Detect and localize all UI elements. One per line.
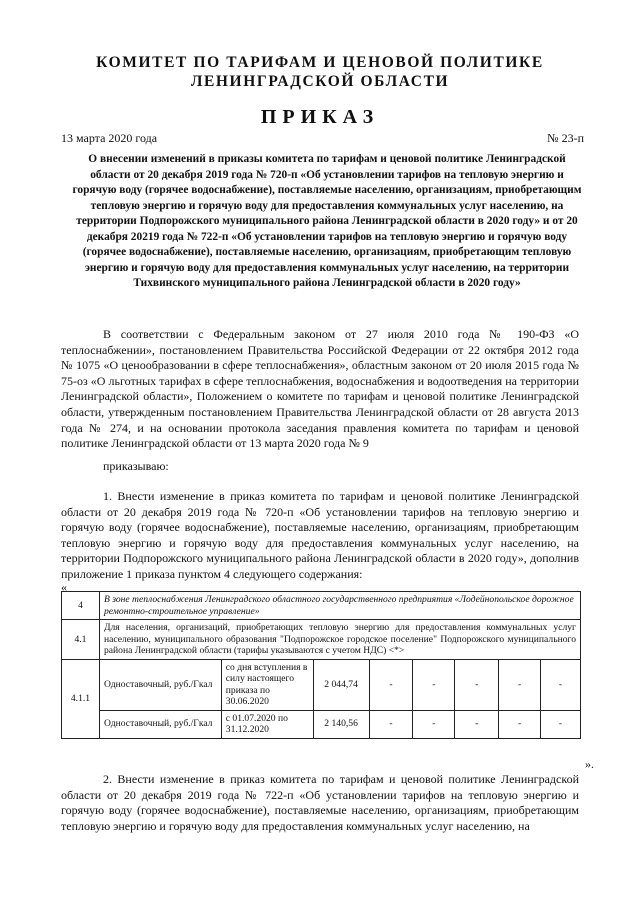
table-row xyxy=(62,710,581,738)
tariff-type: Одноставочный, руб./Гкал xyxy=(99,659,221,710)
empty-cell-dash: - xyxy=(541,659,581,710)
quote-close-mark: ». xyxy=(585,757,594,771)
tariff-period: со дня вступления в силу настоящего приказа по 30.06.2020 xyxy=(221,659,313,710)
tariff-table xyxy=(61,591,581,739)
tariff-type: Одноставочный, руб./Гкал xyxy=(99,710,221,738)
committee-name-line2: ЛЕНИНГРАДСКОЙ ОБЛАСТИ xyxy=(190,73,450,90)
quote-open-mark: « xyxy=(61,580,67,594)
empty-cell-dash: - xyxy=(499,710,541,738)
row-number: 4.1 xyxy=(62,620,100,660)
empty-cell-dash: - xyxy=(413,659,455,710)
zone-description: В зоне теплоснабжения Ленинградского областного государственного предприятия «Лодейнопольское дорожное ремонтно-строительное управление» xyxy=(99,592,580,620)
committee-name-line1: КОМИТЕТ ПО ТАРИФАМ И ЦЕНОВОЙ ПОЛИТИКЕ xyxy=(96,54,544,71)
committee-header xyxy=(0,53,640,91)
empty-cell-dash: - xyxy=(499,659,541,710)
table-row xyxy=(62,592,581,620)
empty-cell-dash: - xyxy=(455,710,499,738)
empty-cell-dash: - xyxy=(369,659,413,710)
empty-cell-dash: - xyxy=(369,710,413,738)
document-date: 13 марта 2020 года xyxy=(61,131,158,145)
decree-word: приказываю: xyxy=(103,459,169,473)
clause-1-paragraph: 1. Внести изменение в приказ комитета по тарифам и ценовой политике Ленинградской области от 20 декабря 2019 года № 720-п «Об установлении тарифов на тепловую энергию и горячую воду (горячее водоснабжение), поставляемые населению, организациям, приобретающим тепловую энергию и горячую воду для предоставления коммунальных услуг населению, на территории Подпорожского муниципального района Ленинградской области в 2020 году», дополнив приложение 1 приказа пунктом 4 следующего содержания: xyxy=(61,489,579,581)
table-row xyxy=(62,620,581,660)
empty-cell-dash: - xyxy=(413,710,455,738)
tariff-period: с 01.07.2020 по 31.12.2020 xyxy=(221,710,313,738)
empty-cell-dash: - xyxy=(455,659,499,710)
table-row xyxy=(62,659,581,710)
consumer-group-description: Для населения, организаций, приобретающих тепловую энергию для предоставления коммунальных услуг населению, муниципального образования "Подпорожское городское поселение" Подпорожского муниципального района Ленинградской области (тарифы указываются с учетом НДС) <*> xyxy=(99,620,580,660)
tariff-value: 2 140,56 xyxy=(313,710,369,738)
clause-2-paragraph: 2. Внести изменение в приказ комитета по тарифам и ценовой политике Ленинградской области от 20 декабря 2019 года № 722-п «Об установлении тарифов на тепловую энергию и горячую воду (горячее водоснабжение), поставляемые населению, организациям, приобретающим тепловую энергию и горячую воду для предоставления коммунальных услуг населению, на xyxy=(61,772,579,833)
row-number: 4.1.1 xyxy=(62,659,100,738)
row-number: 4 xyxy=(62,592,100,620)
document-subject: О внесении изменений в приказы комитета по тарифам и ценовой политике Ленинградской области от 20 декабря 2019 года № 720-п «Об установлении тарифов на тепловую энергию и горячую воду (горячее водоснабжение), поставляемые населению, организациям, приобретающим тепловую энергию и горячую воду для предоставления коммунальных услуг населению, на территории Подпорожского муниципального района Ленинградской области в 2020 году» и от 20 декабря 20219 года № 722-п «Об установлении тарифов на тепловую энергию и горячую воду (горячее водоснабжение), поставляемые населению, организациям, приобретающим тепловую энергию и горячую воду для предоставления коммунальных услуг населению, на территории Тихвинского муниципального района Ленинградской области в 2020 году» xyxy=(72,153,582,289)
tariff-value: 2 044,74 xyxy=(313,659,369,710)
preamble-paragraph: В соответствии с Федеральным законом от 27 июля 2010 года № 190-ФЗ «О теплоснабжении», постановлением Правительства Российской Федерации от 22 октября 2012 года № 1075 «О ценообразовании в сфере теплоснабжения», областным законом от 20 июля 2015 года № 75-оз «О льготных тарифах в сфере теплоснабжения, водоснабжения и водоотведения на территории Ленинградской области», Положением о комитете по тарифам и ценовой политике Ленинградской области, утвержденным постановлением Правительства Ленинградской области от 28 августа 2013 года № 274, и на основании протокола заседания правления комитета по тарифам и ценовой политике Ленинградской области от 13 марта 2020 года № 9 xyxy=(61,327,579,451)
empty-cell-dash: - xyxy=(541,710,581,738)
document-number: № 23-п xyxy=(547,131,584,145)
document-title: ПРИКАЗ xyxy=(260,106,380,128)
